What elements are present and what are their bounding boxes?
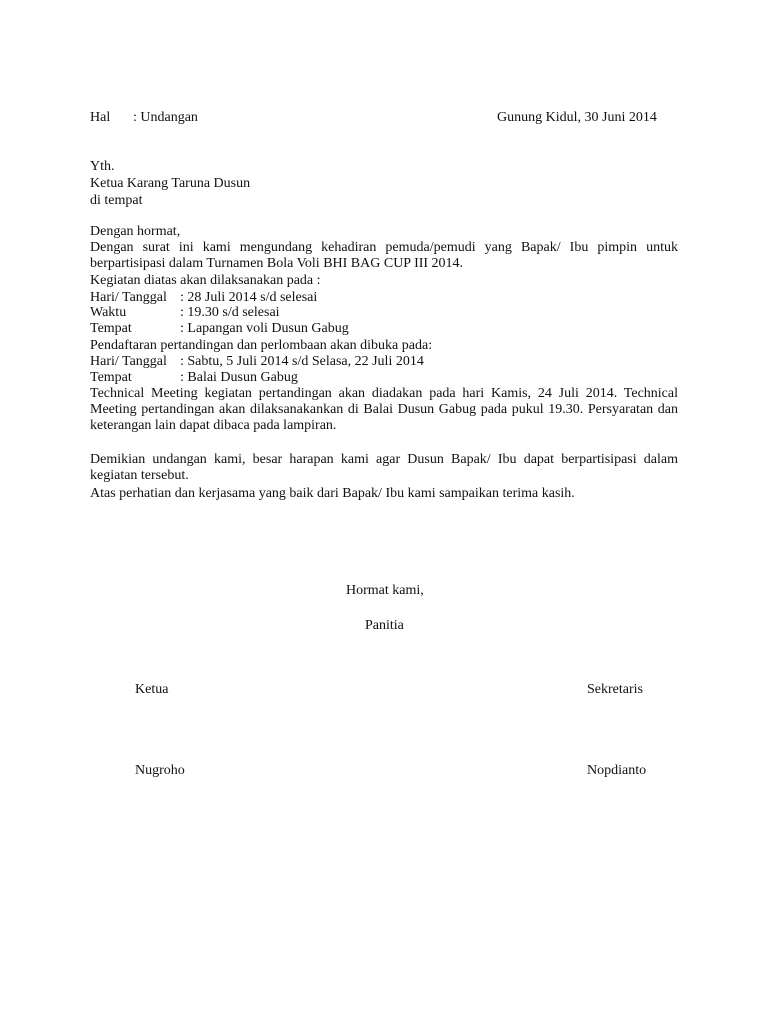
registration-row-date [90,354,424,370]
activity-place-value: : Lapangan voli Dusun Gabug [180,321,349,336]
activity-row-place [90,321,349,337]
committee: Panitia [365,618,404,633]
registration-date-label: Hari/ Tanggal [90,354,167,369]
place-date: Gunung Kidul, 30 Juni 2014 [497,110,657,125]
activity-intro: Kegiatan diatas akan dilaksanakan pada : [90,273,321,288]
recipient-title: Ketua Karang Taruna Dusun [90,176,251,191]
registration-row-place [90,370,298,386]
registration-date-value: : Sabtu, 5 Juli 2014 s/d Selasa, 22 Juli 2014 [180,354,424,369]
registration-place-label: Tempat [90,370,132,385]
activity-time-value: : 19.30 s/d selesai [180,305,280,320]
secretary-name: Nopdianto [587,763,647,778]
hal-label: Hal [90,110,111,125]
recipient-yth: Yth. [90,159,115,174]
salutation: Dengan hormat, [90,224,181,239]
intro-paragraph: Dengan surat ini kami mengundang kehadiran pemuda/pemudi yang Bapak/ Ibu pimpin untuk berpartisipasi dalam Turnamen Bola Voli BHI BAG CUP III 2014. [90,240,678,271]
secretary-title: Sekretaris [587,682,643,697]
activity-place-label: Tempat [90,321,132,336]
activity-row-date [90,290,317,306]
activity-date-label: Hari/ Tanggal [90,290,167,305]
chair-title: Ketua [135,682,169,697]
registration-place-value: : Balai Dusun Gabug [180,370,298,385]
hal-value: : Undangan [133,110,198,125]
registration-intro: Pendaftaran pertandingan dan perlombaan akan dibuka pada: [90,338,433,353]
activity-time-label: Waktu [90,305,127,320]
regards: Hormat kami, [346,583,424,598]
activity-row-time [90,305,280,321]
chair-name: Nugroho [135,763,185,778]
closing-paragraph: Demikian undangan kami, besar harapan kami agar Dusun Bapak/ Ibu dapat berpartisipasi dalam kegiatan tersebut. [90,452,678,483]
technical-meeting-paragraph: Technical Meeting kegiatan pertandingan akan diadakan pada hari Kamis, 24 Juli 2014. Technical Meeting pertandingan akan dilaksanakankan di Balai Dusun Gabug pada pukul 19.30. Persyaratan dan keterangan lain dapat dibaca pada lampiran. [90,386,678,433]
activity-date-value: : 28 Juli 2014 s/d selesai [180,290,318,305]
recipient-place: di tempat [90,193,143,208]
thanks-line: Atas perhatian dan kerjasama yang baik dari Bapak/ Ibu kami sampaikan terima kasih. [90,486,575,501]
